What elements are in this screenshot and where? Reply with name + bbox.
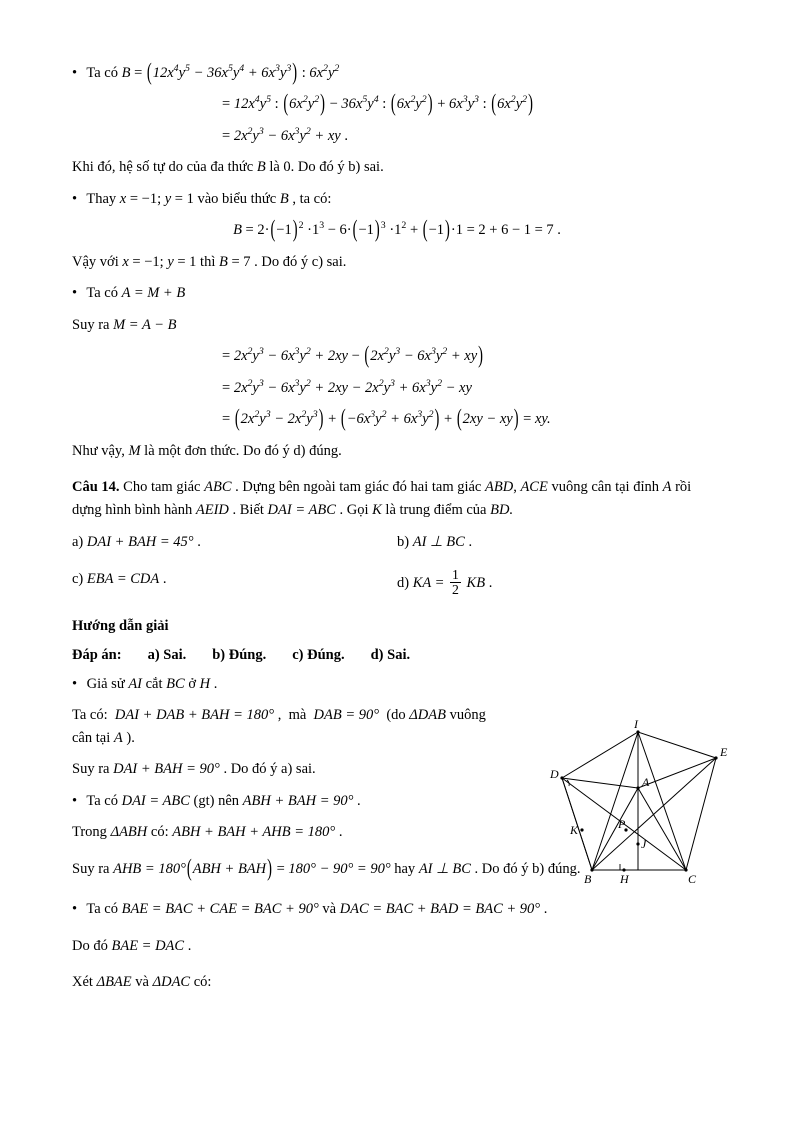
math-line-M-step3: = $(2x^2y^3 - 2x^2y^3) + (-6x^3y^2 + 6x^3y^2) + (2xy - xy)$ = xy. [222,405,551,433]
text-line-conclusion-d: Như vậy, M là một đơn thức. Do đó ý d) đúng. [72,442,342,459]
solution-line-9: Xét ΔBAE và ΔDAC có: [72,974,212,991]
option-a: a) DAI + BAH = 45° . [72,534,201,551]
geometry-figure-svg [520,718,752,898]
option-c: c) EBA = CDA . [72,570,167,587]
math-line-3: = $2x^2y^3 - 6x^3y^2$ + xy . [222,126,348,144]
math-line-1: • Ta có $B = (12x^4y^5 - 36x^5y^4 + 6x^3y^3)$ : $6x^2y^2$ [72,59,340,87]
bullet-marker: • [72,901,78,918]
bullet-marker: • [72,65,78,81]
text-line-substitute: • Thay x = −1; y = 1 vào biểu thức B , ta có: [72,188,722,210]
math-line-B-value: $B = 2\cdot(-1)^2 \cdot 1^3 - 6\cdot(-1)^3 \cdot 1^2 + (-1)\cdot 1 = 2 + 6 - 1 = 7$ . [233,216,561,244]
solution-line-1: • Giả sử AI cắt BC ở H . [72,673,722,695]
figure-label-K: K [570,823,579,837]
solution-line-5: Trong ΔABH có: ABH + BAH + AHB = 180° . [72,824,343,841]
solution-line-3: Suy ra DAI + BAH = 90° . Do đó ý a) sai. [72,761,316,778]
text-line-free-coefficient: Khi đó, hệ số tự do của đa thức B là 0. Do đó ý b) sai. [72,159,384,176]
solution-heading: Hướng dẫn giải [72,618,169,635]
figure-label-D: D [550,767,559,781]
answer-row [72,647,722,664]
math-line-2: = $12x^4y^5$ : $(6x^2y^2) - 36x^5y^4$ : $(6x^2y^2) + 6x^3y^3$ : $(6x^2y^2)$ [222,90,533,118]
figure-label-P: P [618,817,626,831]
text-line-conclusion-c: Vậy với x = −1; y = 1 thì B = 7 . Do đó ý c) sai. [72,253,347,270]
bullet-marker: • [72,285,78,302]
answer-b: b) Đúng. [212,646,267,663]
figure-label-B: B [584,872,592,886]
option-b: b) AI ⊥ BC . [397,534,473,551]
answer-a: a) Sai. [147,646,187,663]
solution-line-8: Do đó BAE = DAC . [72,937,192,954]
options-row-1 [72,531,722,553]
solution-line-4: • Ta có DAI = ABC (gt) nên ABH + BAH = 90° . [72,790,722,812]
question-14: Câu 14. Cho tam giác ABC . Dựng bên ngoài tam giác đó hai tam giác ABD, ACE vuông cân tại đỉnh A rồi dựng hình bình hành AEID . Biết DAI = ABC . Gọi K là trung điểm của BD. [72,479,692,518]
fraction-one-half [450,568,461,598]
solution-line-2: Ta có: DAI + DAB + BAH = 180° , mà DAB = 90° (do ΔDAB vuông cân tại A ). [72,707,486,746]
solution-line-7: • Ta có BAE = BAC + CAE = BAC + 90° và DAC = BAC + BAD = BAC + 90° . [72,898,722,920]
option-d: d) KA = $\frac{1}{2}$ KB . [397,566,493,597]
answer-c: c) Đúng. [292,646,345,663]
figure-label-J: J [641,837,647,851]
figure-label-A: A [642,775,650,789]
solution-line-6: Suy ra AHB = 180°(ABH + BAH) = 180° − 90° = 90° hay AI ⊥ BC . Do đó ý b) đúng. [72,854,581,883]
bullet-marker: • [72,190,78,207]
math-line-M-step2: = $2x^2y^3 - 6x^3y^2 + 2xy - 2x^2y^3 + 6x^3y^2$ − xy [222,377,472,396]
answer-d: d) Sai. [370,646,411,663]
bullet-marker: • [72,675,78,692]
geometry-figure [520,718,752,898]
question-14-label: Câu 14. [72,479,120,496]
bullet-marker: • [72,792,78,809]
options-row-2 [72,568,722,598]
figure-label-H: H [620,872,629,886]
figure-label-E: E [720,745,728,759]
figure-label-I: I [634,718,638,731]
fraction-numerator: 1 [452,566,459,582]
fraction-denominator: 2 [452,581,459,597]
math-line-M-step1: = $2x^2y^3 - 6x^3y^2 + 2xy - (2x^2y^3 - 6x^3y^2 + xy)$ [222,342,483,370]
figure-label-C: C [688,872,697,886]
answer-label: Đáp án: [72,646,122,663]
math-line-M-equals: Suy ra M = A − B [72,316,177,333]
math-line-A-equals: • Ta có A = M + B [72,282,722,304]
